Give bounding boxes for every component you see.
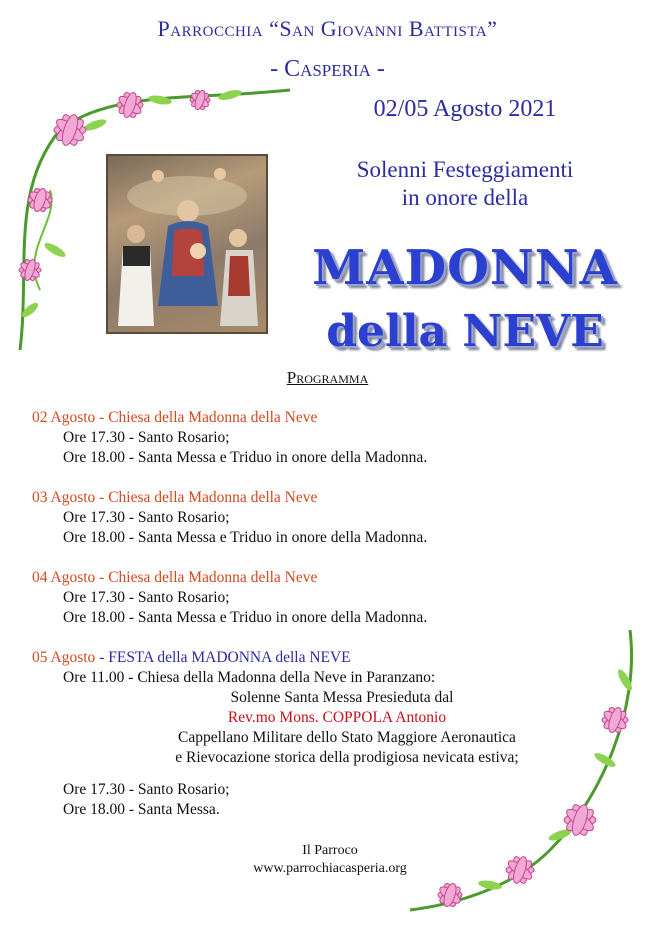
day-section-05-festa [32, 648, 632, 820]
list-item: Ore 17.30 - Santo Rosario; [63, 509, 230, 526]
celebrant-role: Cappellano Militare dello Stato Maggiore Aeronautica [178, 729, 516, 746]
list-item: Ore 17.30 - Santo Rosario; [63, 589, 230, 606]
signature-block [180, 842, 480, 878]
day-heading: 03 Agosto - Chiesa della Madonna della Neve [32, 489, 318, 506]
program-heading: Programma [286, 368, 369, 387]
madonna-painting-image [106, 154, 268, 334]
list-item: Ore 18.00 - Santa Messa. [63, 801, 220, 818]
list-item: Ore 18.00 - Santa Messa e Triduo in onore della Madonna. [63, 609, 428, 626]
mass-line: Solenne Santa Messa Presieduta dal [230, 689, 454, 706]
day-heading: 02 Agosto - Chiesa della Madonna della Neve [32, 409, 318, 426]
festa-heading [32, 648, 632, 668]
day-section-03 [32, 488, 632, 548]
parish-name: Parrocchia “San Giovanni Battista” [157, 16, 498, 41]
list-item: Ore 18.00 - Santa Messa e Triduo in onore della Madonna. [63, 449, 428, 466]
festa-title: - FESTA della MADONNA della NEVE [99, 649, 351, 666]
signature-role: Il Parroco [302, 843, 358, 858]
historical-reenactment: e Rievocazione storica della prodigiosa nevicata estiva; [175, 749, 519, 766]
feast-line-2: in onore della [401, 185, 529, 210]
feast-line-1: Solenni Festeggiamenti [356, 157, 574, 182]
day-section-04 [32, 568, 632, 628]
day-heading: 04 Agosto - Chiesa della Madonna della Neve [32, 569, 318, 586]
list-item: Ore 11.00 - Chiesa della Madonna della Neve in Paranzano: [63, 669, 436, 686]
day-section-02 [32, 408, 632, 468]
painting-figures-icon [108, 156, 266, 332]
celebrant-name: Rev.mo Mons. COPPOLA Antonio [227, 709, 447, 726]
title-madonna: MADONNA [312, 240, 618, 296]
festa-date: 05 Agosto [32, 649, 96, 666]
list-item: Ore 17.30 - Santo Rosario; [63, 429, 230, 446]
event-date: 02/05 Agosto 2021 [373, 96, 557, 122]
feast-subtitle [300, 156, 630, 212]
town-name: - Casperia - [270, 56, 385, 82]
website-link[interactable]: www.parrochiacasperia.org [253, 861, 407, 876]
list-item: Ore 17.30 - Santo Rosario; [63, 781, 230, 798]
list-item: Ore 18.00 - Santa Messa e Triduo in onore della Madonna. [63, 529, 428, 546]
title-della-neve: della NEVE [326, 306, 604, 357]
